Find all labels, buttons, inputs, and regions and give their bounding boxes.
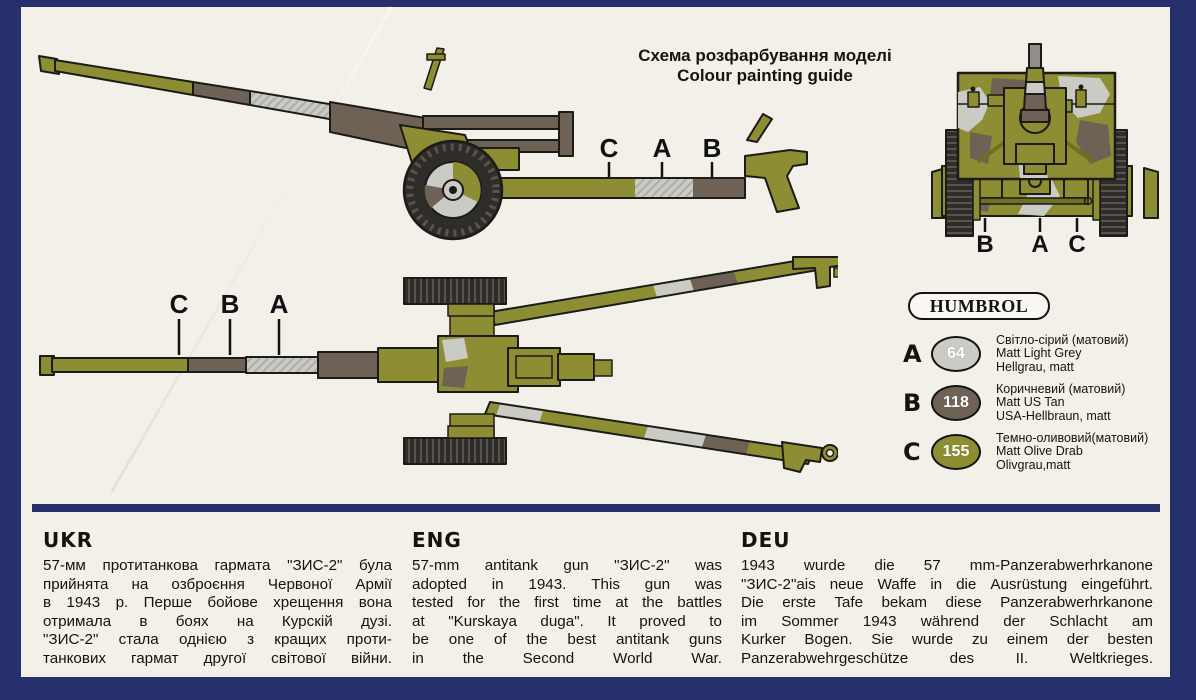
top-view-labels: [170, 289, 289, 355]
paint-letter-c: C: [903, 438, 921, 466]
paint-swatch-64: [931, 336, 981, 372]
top-label-b: B: [220, 289, 240, 319]
text-line: Panzerabwehrgeschütze des II. Weltkrieges.: [741, 649, 1153, 667]
paint-names-b: [996, 383, 1125, 424]
text-line: be one of the best antitank guns: [412, 631, 722, 649]
text-line: "ЗИС-2"ais neue Waffe in die Ausrüstung eingeführt.: [741, 575, 1153, 593]
paint-row-c: [903, 432, 1196, 472]
paint-code-64: 64: [947, 345, 965, 362]
lang-heading-eng: ENG: [412, 528, 462, 552]
paint-row-a: [903, 334, 1196, 374]
paint-names-c: [996, 432, 1148, 473]
paint-name-ukr: Коричневий (матовий): [996, 381, 1126, 396]
paint-code-155: 155: [942, 443, 970, 460]
text-line: Die erste Tafe bekam diese Panzerabwerhrkanone: [741, 594, 1153, 612]
paint-name-eng: Matt Olive Drab: [996, 444, 1083, 459]
front-label-b: B: [976, 231, 994, 258]
side-view-trail: [500, 178, 745, 198]
text-line: в 1943 р. Перше бойове хрещення вона: [43, 594, 392, 612]
paint-letter-a: A: [903, 340, 922, 368]
front-label-a: A: [1031, 231, 1049, 258]
lang-heading-ukr: UKR: [43, 528, 94, 552]
paint-names-a: [996, 334, 1129, 375]
paint-name-ukr: Світло-сірий (матовий): [996, 332, 1129, 347]
paint-row-b: [903, 383, 1196, 423]
title-english: Colour painting guide: [677, 66, 853, 85]
text-line: tested for the first time at the battles: [412, 594, 722, 612]
front-view-barrel: [1021, 44, 1049, 122]
text-line: 57-мм протитанкова гармата "ЗИС-2" була: [43, 557, 392, 574]
text-line: im Sommer 1943 während der Schlacht am: [741, 612, 1153, 630]
top-label-a: A: [269, 289, 289, 319]
paint-name-eng: Matt Light Grey: [996, 346, 1082, 361]
front-view-labels: [976, 218, 1085, 258]
side-view-labels: [600, 133, 722, 177]
paint-name-eng: Matt US Tan: [996, 395, 1065, 410]
description-ukr: [43, 528, 392, 669]
side-view-barrel: [39, 56, 425, 152]
title-ukrainian: Схема розфарбування моделі: [638, 46, 892, 65]
paint-swatch-118: [931, 385, 981, 421]
text-line: Kurker Bogen. Sie wurde zu einem der besten: [741, 631, 1153, 649]
text-line: танкових гармат другої світової війни.: [43, 649, 392, 667]
front-view-drawing: [930, 40, 1160, 260]
top-view-upper-trail: [490, 257, 838, 325]
paint-name-ukr: Темно-оливовий(матовий): [996, 430, 1149, 445]
page-title: [600, 46, 930, 86]
separator-bar: [32, 504, 1160, 512]
description-text-ukr: [43, 557, 392, 669]
text-line: 1943 wurde die 57 mm-Panzerabwerhrkanone: [741, 557, 1153, 574]
paint-guide: [903, 334, 1196, 481]
paint-swatch-155: [931, 434, 981, 470]
paint-code-118: 118: [943, 394, 969, 411]
top-view-drawing: [38, 256, 838, 496]
description-deu: [741, 528, 1153, 669]
text-line: at "Kurskaya duga". It proved to: [412, 612, 722, 630]
side-view-wheel: [404, 141, 502, 239]
paint-name-deu: USA-Hellbraun, matt: [996, 408, 1111, 423]
text-line: отримала в боях на Курскій дузі.: [43, 612, 392, 630]
paint-name-deu: Hellgrau, matt: [996, 359, 1074, 374]
description-text-eng: [412, 557, 722, 669]
text-line: 57-mm antitank gun "ЗИС-2" was: [412, 557, 722, 574]
side-label-a: A: [652, 133, 672, 163]
humbrol-logo: [908, 292, 1050, 320]
side-label-b: B: [702, 133, 722, 163]
paint-name-deu: Olivgrau,matt: [996, 457, 1071, 472]
top-label-c: C: [169, 289, 189, 319]
top-view-barrel: [40, 348, 442, 382]
side-label-c: C: [599, 133, 619, 163]
humbrol-logo-text: HUMBROL: [929, 295, 1029, 316]
text-line: "ЗИС-2" стала однією з кращих проти-: [43, 631, 392, 649]
description-text-deu: [741, 557, 1153, 669]
lang-heading-deu: DEU: [741, 528, 791, 552]
paper-sheet: [21, 7, 1170, 677]
text-line: in the Second World War.: [412, 649, 722, 667]
paint-letter-b: B: [903, 389, 922, 417]
side-view-trail-spade: [745, 114, 807, 212]
front-label-c: C: [1068, 231, 1086, 258]
description-eng: [412, 528, 722, 669]
top-view-lower-trail: [485, 402, 838, 472]
text-line: adopted in 1943. This gun was: [412, 575, 722, 593]
text-line: прийнята на озброєння Червоної Армії: [43, 575, 392, 593]
